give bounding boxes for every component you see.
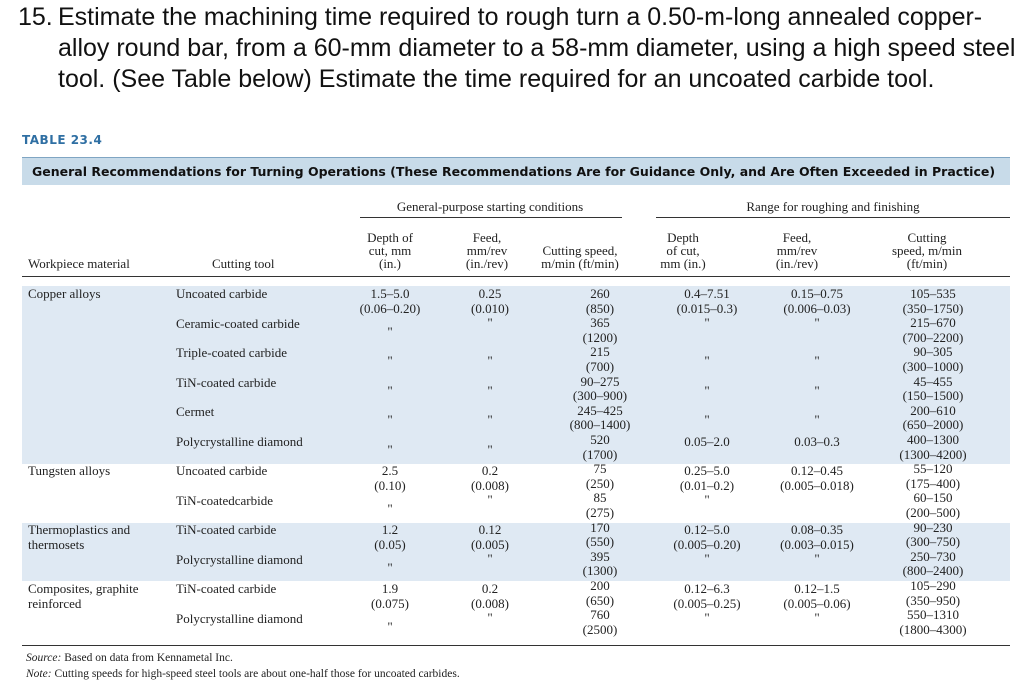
cutting-speed-range: 200–610 [910, 402, 956, 418]
cutting-tool: Polycrystalline diamond [176, 551, 303, 567]
workpiece-material: Thermoplastics and [28, 522, 131, 537]
depth-of-cut-range: (0.015–0.3) [676, 300, 738, 316]
workpiece-material: thermosets [28, 536, 85, 552]
depth-of-cut-range: " [704, 353, 710, 369]
cutting-speed-range: 45–455 [913, 373, 953, 389]
cutting-speed-range: 105–535 [910, 286, 956, 301]
feed-general: " [487, 412, 493, 428]
cutting-speed-general: (650) [585, 592, 615, 608]
feed-general: " [487, 551, 493, 567]
table-label: TABLE 23.4 [22, 133, 103, 147]
feed-general: " [487, 382, 493, 398]
cutting-speed-range: 400–1300 [907, 432, 959, 447]
cutting-speed-general: (1200) [582, 329, 618, 345]
header-speed2-line: (ft/min) [906, 256, 948, 271]
depth-of-cut-general: " [387, 559, 393, 575]
depth-of-cut-range: " [704, 412, 710, 428]
feed-general: " [487, 492, 493, 508]
feed-general: (0.005) [471, 536, 509, 552]
cutting-speed-range: 90–305 [913, 344, 953, 360]
depth-of-cut-range: " [704, 492, 710, 508]
depth-of-cut-range: (0.01–0.2) [679, 477, 735, 493]
source-label: Source: [26, 652, 62, 664]
cutting-speed-general: 365 [590, 315, 610, 331]
header-rule [22, 276, 1010, 277]
cutting-speed-general: 760 [590, 607, 610, 623]
source-text: Based on data from Kennametal Inc. [61, 652, 233, 664]
header-depth1-line: cut, mm [368, 243, 412, 258]
cutting-speed-range: (800–2400) [902, 563, 964, 579]
cutting-speed-general: (800–1400) [569, 417, 631, 433]
cutting-speed-general: 90–275 [580, 373, 620, 389]
header-tool: Cutting tool [212, 256, 275, 271]
cutting-speed-general: (550) [585, 534, 615, 550]
cutting-speed-range: (350–950) [905, 592, 961, 608]
cutting-tool: Polycrystalline diamond [176, 434, 303, 449]
group-range: Range for roughing and finishing [746, 199, 920, 214]
cutting-speed-general: (275) [585, 505, 615, 520]
cutting-speed-range: 215–670 [910, 315, 956, 331]
cutting-speed-range: 550–1310 [907, 607, 959, 623]
feed-general: (0.008) [471, 477, 509, 493]
feed-range: 0.08–0.35 [791, 522, 843, 537]
cutting-tool: Ceramic-coated carbide [176, 315, 300, 331]
note-label: Note: [26, 668, 52, 680]
cutting-speed-general: 170 [590, 519, 610, 535]
depth-of-cut-range: (0.005–0.20) [673, 536, 741, 552]
feed-range: 0.15–0.75 [791, 286, 843, 301]
header-depth2-line: of cut, [666, 243, 700, 258]
feed-range: (0.005–0.06) [783, 595, 851, 611]
feed-range: 0.12–0.45 [791, 463, 843, 478]
cutting-speed-range: 60–150 [913, 490, 953, 506]
cutting-speed-general: (250) [585, 475, 615, 491]
depth-of-cut-range: 0.25–5.0 [684, 463, 730, 478]
cutting-speed-range: (150–1500) [902, 388, 964, 404]
header-speed2-line: Cutting [907, 230, 947, 245]
header-depth2-line: Depth [667, 230, 699, 245]
feed-range: " [814, 382, 820, 398]
question-number: 15. [18, 3, 53, 31]
depth-of-cut-range: 0.4–7.51 [684, 286, 730, 301]
group-general-rule [360, 217, 622, 218]
cutting-tool: TiN-coatedcarbide [176, 492, 273, 508]
depth-of-cut-general: (0.10) [374, 477, 406, 493]
depth-of-cut-range: 0.12–5.0 [684, 522, 730, 537]
bottom-rule [22, 645, 1010, 646]
cutting-speed-general: (700) [585, 359, 615, 374]
depth-of-cut-general: (0.05) [374, 536, 406, 552]
cutting-tool: Cermet [176, 404, 215, 420]
depth-of-cut-general: " [387, 618, 393, 634]
feed-range: " [814, 610, 820, 626]
feed-general: " [487, 610, 493, 626]
cutting-speed-range: 90–230 [913, 519, 953, 535]
feed-range: " [814, 412, 820, 428]
cutting-speed-range: 105–290 [910, 578, 956, 593]
cutting-speed-general: 85 [593, 490, 607, 506]
workpiece-material: Tungsten alloys [28, 463, 111, 478]
workpiece-material: reinforced [28, 595, 82, 611]
feed-range: (0.006–0.03) [783, 300, 851, 316]
feed-general: 0.2 [481, 581, 499, 596]
cutting-speed-general: 75 [593, 461, 607, 477]
note-text: Cutting speeds for high-speed steel tools are about one-half those for uncoated carbides. [51, 668, 460, 680]
header-feed1-line: mm/rev [466, 243, 508, 258]
feed-general: " [487, 315, 493, 331]
cutting-speed-general: 200 [590, 578, 610, 593]
cutting-speed-range: (1800–4300) [899, 621, 967, 637]
cutting-speed-range: (175–400) [905, 475, 961, 491]
cutting-speed-range: (650–2000) [902, 417, 964, 433]
feed-range: (0.003–0.015) [780, 536, 854, 552]
depth-of-cut-range: (0.005–0.25) [673, 595, 741, 611]
cutting-speed-range: (300–750) [905, 534, 961, 550]
depth-of-cut-general: " [387, 442, 393, 457]
feed-general: 0.2 [481, 463, 499, 478]
depth-of-cut-general: 1.5–5.0 [370, 286, 410, 301]
cutting-speed-range: (1300–4200) [899, 446, 967, 462]
depth-of-cut-general: " [387, 353, 393, 369]
cutting-tool: Uncoated carbide [176, 463, 268, 478]
feed-general: " [487, 353, 493, 369]
header-feed1-line: Feed, [472, 230, 502, 245]
header-feed2-line: mm/rev [776, 243, 818, 258]
depth-of-cut-general: (0.075) [371, 595, 409, 611]
cutting-tool: Polycrystalline diamond [176, 610, 303, 626]
feed-range: (0.005–0.018) [780, 477, 854, 493]
feed-range: " [814, 353, 820, 369]
depth-of-cut-general: 1.9 [381, 581, 399, 596]
header-depth1-line: Depth of [367, 230, 413, 245]
cutting-speed-range: 250–730 [910, 548, 956, 564]
cutting-tool: TiN-coated carbide [176, 374, 277, 390]
header-speed1-line: Cutting speed, [542, 243, 618, 258]
feed-general: 0.12 [478, 522, 502, 537]
table-source [26, 652, 233, 664]
cutting-speed-general: (1700) [582, 446, 618, 462]
cutting-speed-general: 395 [590, 548, 610, 564]
feed-range: 0.12–1.5 [794, 581, 840, 596]
depth-of-cut-range: " [704, 315, 710, 331]
depth-of-cut-general: " [387, 382, 393, 398]
cutting-speed-range: (350–1750) [902, 300, 964, 316]
depth-of-cut-range: " [704, 610, 710, 626]
feed-general: " [487, 442, 493, 457]
depth-of-cut-general: " [387, 323, 393, 339]
header-depth1-line: (in.) [378, 256, 402, 271]
depth-of-cut-general: " [387, 500, 393, 516]
question-body: Estimate the machining time required to rough turn a 0.50-m-long annealed copper-alloy round bar, from a 60-mm diameter to a 58-mm diameter, using a high speed steel tool. (See Table below) Estimate the time required for an uncoated carbide tool. [58, 3, 1016, 93]
header-feed1-line: (in./rev) [465, 256, 509, 271]
depth-of-cut-range: " [704, 551, 710, 567]
depth-of-cut-general: 2.5 [381, 463, 399, 478]
header-speed2-line: speed, m/min [891, 243, 963, 258]
header-depth2-line: mm (in.) [660, 256, 706, 271]
cutting-speed-general: 215 [590, 344, 610, 360]
feed-range: " [814, 315, 820, 331]
cutting-speed-general: 520 [590, 432, 610, 447]
group-range-rule [656, 217, 1010, 218]
header-speed1-line: m/min (ft/min) [541, 256, 619, 271]
table-caption: General Recommendations for Turning Operations (These Recommendations Are for Guidance Only, and Are Often Exceeded in Practice) [22, 157, 1010, 185]
depth-of-cut-general: 1.2 [381, 522, 399, 537]
cutting-speed-general: (1300) [582, 563, 618, 579]
feed-range: " [814, 551, 820, 567]
cutting-speed-range: 55–120 [913, 461, 953, 477]
header-workpiece: Workpiece material [28, 256, 130, 271]
cutting-tool: TiN-coated carbide [176, 581, 277, 596]
table-note [26, 668, 460, 680]
cutting-speed-general: (300–900) [572, 388, 628, 404]
depth-of-cut-range: " [704, 382, 710, 398]
feed-general: 0.25 [478, 286, 502, 301]
workpiece-material: Composites, graphite [28, 581, 139, 596]
depth-of-cut-range: 0.05–2.0 [684, 434, 730, 449]
cutting-speed-range: (200–500) [905, 505, 961, 520]
cutting-tool: Triple-coated carbide [176, 345, 288, 361]
cutting-tool: Uncoated carbide [176, 286, 268, 301]
feed-range: 0.03–0.3 [794, 434, 840, 449]
cutting-speed-general: 245–425 [577, 402, 623, 418]
depth-of-cut-general: " [387, 412, 393, 428]
feed-general: (0.010) [471, 300, 509, 316]
cutting-tool: TiN-coated carbide [176, 522, 277, 537]
depth-of-cut-range: 0.12–6.3 [684, 581, 730, 596]
header-feed2-line: Feed, [782, 230, 812, 245]
header-feed2-line: (in./rev) [775, 256, 819, 271]
cutting-speed-general: (850) [585, 300, 615, 316]
depth-of-cut-general: (0.06–0.20) [359, 300, 421, 316]
cutting-speed-general: (2500) [582, 621, 618, 637]
cutting-speed-range: (700–2200) [902, 329, 964, 345]
cutting-speed-range: (300–1000) [902, 359, 964, 374]
group-general-purpose: General-purpose starting conditions [396, 199, 584, 214]
workpiece-material: Copper alloys [28, 286, 101, 301]
cutting-speed-general: 260 [590, 286, 610, 301]
feed-general: (0.008) [471, 595, 509, 611]
